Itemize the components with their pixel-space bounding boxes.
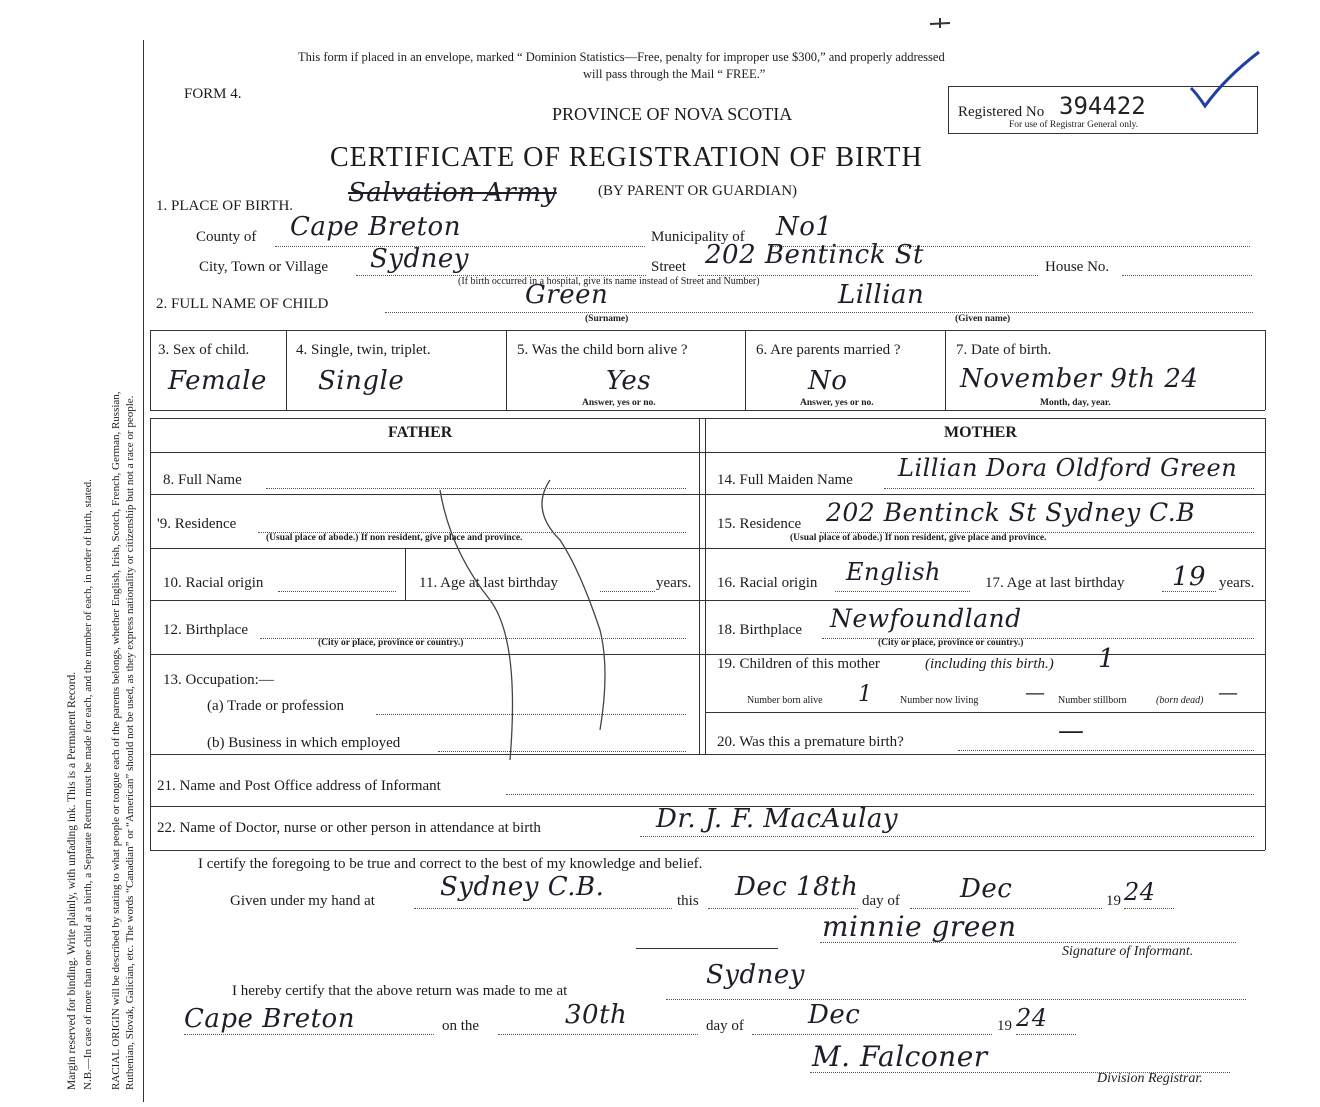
hospital-note: (If birth occurred in a hospital, give its name instead of Street and Number) <box>458 276 760 287</box>
informant-signature-caption: Signature of Informant. <box>1062 944 1194 959</box>
sex-value: Female <box>168 366 267 396</box>
father-residence-caption: (Usual place of abode.) If non resident, give place and province. <box>266 533 523 543</box>
living-count-label: Number now living <box>900 695 979 706</box>
child-given-name: Lillian <box>838 280 925 310</box>
registrar-note: For use of Registrar General only. <box>1009 120 1139 130</box>
born-alive-count: 1 <box>858 682 873 707</box>
registrar-year-suffix: 24 <box>1016 1004 1048 1032</box>
premature-label: 20. Was this a premature birth? <box>717 734 904 750</box>
month-value: Dec <box>960 874 1013 904</box>
mail-notice-line1: This form if placed in an envelope, marked “ Dominion Statistics—Free, penalty for improper use $300,” and properly addressed <box>298 50 945 64</box>
registrar-county-value: Cape Breton <box>184 1004 355 1034</box>
margin-note-1: Margin reserved for binding. Write plainly, with unfading ink. This is a Permanent Record. <box>66 671 78 1090</box>
mother-age-value: 19 <box>1172 562 1207 592</box>
mother-racial-label: 16. Racial origin <box>717 575 818 591</box>
year-suffix: 24 <box>1124 878 1156 906</box>
children-label: 19. Children of this mother <box>717 656 880 672</box>
sex-label: 3. Sex of child. <box>158 342 250 358</box>
plurality-label: 4. Single, twin, triplet. <box>296 342 431 358</box>
registrar-certify-text: I hereby certify that the above return was made to me at <box>232 983 568 999</box>
dash-mark-icon <box>928 14 954 34</box>
father-business-label: (b) Business in which employed <box>207 735 401 751</box>
mother-age-label: 17. Age at last birthday <box>985 575 1125 591</box>
parents-married-label: 6. Are parents married ? <box>756 342 901 358</box>
mother-residence-label: 15. Residence <box>717 516 802 532</box>
father-age-label: 11. Age at last birthday <box>419 575 558 591</box>
city-label: City, Town or Village <box>199 259 329 275</box>
municipality-value: No1 <box>776 212 833 242</box>
check-mark-icon <box>1185 48 1265 120</box>
father-birthplace-label: 12. Birthplace <box>163 622 248 638</box>
parents-married-caption: Answer, yes or no. <box>800 398 874 408</box>
father-racial-label: 10. Racial origin <box>163 575 264 591</box>
registered-label: Registered No <box>958 104 1045 120</box>
margin-note-4: Ruthenian, Slovak, Galician, etc. The words “Canadian” or “American” should not be used, as they express nationality or citizenship but not a race or people. <box>124 395 136 1090</box>
division-registrar-caption: Division Registrar. <box>1097 1071 1203 1086</box>
mother-birthplace-value: Newfoundland <box>830 604 1022 633</box>
mother-age-unit: years. <box>1219 575 1255 591</box>
informant-certify-text: I certify the foregoing to be true and correct to the best of my knowledge and belief. <box>198 856 703 872</box>
stillborn-count-label: Number stillborn <box>1058 695 1127 706</box>
given-under-hand-label: Given under my hand at <box>230 893 375 909</box>
certificate-title: CERTIFICATE OF REGISTRATION OF BIRTH <box>330 142 923 173</box>
county-value: Cape Breton <box>290 212 461 242</box>
mother-name-label: 14. Full Maiden Name <box>717 472 853 488</box>
children-value: 1 <box>1098 644 1116 674</box>
city-value: Sydney <box>370 244 469 274</box>
this-label: this <box>677 893 699 909</box>
stillborn-count: — <box>1218 680 1239 704</box>
margin-note-3: RACIAL ORIGIN will be described by stating to what people or tongue each of the parents belongs, whether English, Irish, Scotch, French, German, Russian, <box>110 391 122 1090</box>
doctor-label: 22. Name of Doctor, nurse or other person in attendance at birth <box>157 820 541 836</box>
province-title: PROVINCE OF NOVA SCOTIA <box>552 104 793 124</box>
this-day-value: Dec 18th <box>735 872 859 902</box>
on-the-label: on the <box>442 1018 480 1034</box>
county-label: County of <box>196 229 257 245</box>
children-note: (including this birth.) <box>925 656 1054 672</box>
margin-note-2: N.B.—In case of more than one child at a birth, a Separate Return must be made for each, and the number of each, in order of birth, stated. <box>82 479 94 1090</box>
municipality-label: Municipality of <box>651 229 745 245</box>
house-number-label: House No. <box>1045 259 1110 275</box>
registrar-year-prefix: 19 <box>997 1018 1012 1034</box>
mother-racial-value: English <box>846 558 941 586</box>
street-value: 202 Bentinck St <box>705 240 924 270</box>
registrar-month-value: Dec <box>808 1000 861 1030</box>
born-alive-label: 5. Was the child born alive ? <box>517 342 688 358</box>
father-occupation-label: 13. Occupation:— <box>163 672 274 688</box>
father-heading: FATHER <box>388 424 453 441</box>
mother-heading: MOTHER <box>944 424 1017 441</box>
parents-married-value: No <box>808 366 848 396</box>
by-parent-note: (BY PARENT OR GUARDIAN) <box>598 183 798 199</box>
premature-value: — <box>1058 716 1085 746</box>
father-birthplace-caption: (City or place, province or country.) <box>318 638 464 648</box>
father-residence-label: '9. Residence <box>157 516 237 532</box>
father-trade-label: (a) Trade or profession <box>207 698 345 714</box>
form-number: FORM 4. <box>184 86 242 102</box>
mail-notice-line2: will pass through the Mail “ FREE.” <box>583 67 766 81</box>
plurality-value: Single <box>318 366 405 396</box>
registrar-place-value: Sydney <box>706 960 805 990</box>
dob-caption: Month, day, year. <box>1040 398 1111 408</box>
stillborn-note: (born dead) <box>1156 695 1204 706</box>
registered-number: 394422 <box>1059 92 1146 120</box>
child-surname: Green <box>525 280 609 310</box>
given-place-value: Sydney C.B. <box>440 872 605 902</box>
mother-residence-value: 202 Bentinck St Sydney C.B <box>826 498 1196 527</box>
doctor-value: Dr. J. F. MacAulay <box>656 804 899 834</box>
street-label: Street <box>651 259 686 275</box>
born-alive-value: Yes <box>606 366 652 396</box>
dob-value: November 9th 24 <box>960 364 1199 394</box>
registrar-signature: M. Falconer <box>812 1040 988 1073</box>
given-name-caption: (Given name) <box>955 314 1011 324</box>
binding-margin-line <box>143 40 144 1102</box>
father-age-unit: years. <box>656 575 692 591</box>
living-count: — <box>1025 680 1046 704</box>
day-of-label: day of <box>862 893 900 909</box>
dob-label: 7. Date of birth. <box>956 342 1052 358</box>
mother-birthplace-label: 18. Birthplace <box>717 622 802 638</box>
place-of-birth-value: Salvation Army <box>348 178 557 208</box>
mother-name-value: Lillian Dora Oldford Green <box>898 454 1238 482</box>
born-alive-caption: Answer, yes or no. <box>582 398 656 408</box>
mother-birthplace-caption: (City or place, province or country.) <box>878 638 1024 648</box>
stray-pen-stroke <box>430 470 630 770</box>
place-of-birth-label: 1. PLACE OF BIRTH. <box>156 198 294 214</box>
registrar-day-of-label: day of <box>706 1018 744 1034</box>
father-name-label: 8. Full Name <box>163 472 242 488</box>
surname-caption: (Surname) <box>585 314 629 324</box>
child-name-label: 2. FULL NAME OF CHILD <box>156 296 329 312</box>
mother-residence-caption: (Usual place of abode.) If non resident, give place and province. <box>790 533 1047 543</box>
informant-signature: minnie green <box>822 910 1017 943</box>
born-alive-count-label: Number born alive <box>747 695 823 706</box>
registrar-day-value: 30th <box>565 1000 628 1030</box>
year-prefix: 19 <box>1106 893 1121 909</box>
informant-label: 21. Name and Post Office address of Informant <box>157 778 441 794</box>
